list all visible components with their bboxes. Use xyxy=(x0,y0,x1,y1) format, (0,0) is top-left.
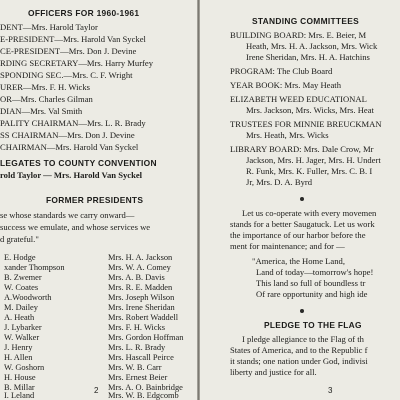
tribute-line: success we emulate, and whose services we xyxy=(0,222,151,232)
committee-line: Irene Sheridan, Mrs. H. A. Hatchins xyxy=(246,52,370,62)
committee-line: Mrs. Jackson, Mrs. Wicks, Mrs. Heat xyxy=(246,105,374,115)
committee-line: Jackson, Mrs. H. Jager, Mrs. H. Undert xyxy=(246,155,381,165)
president-left: W. Coates xyxy=(4,283,39,292)
pledge-line: I pledge allegiance to the Flag of th xyxy=(242,334,364,344)
president-left: B. Millar xyxy=(4,383,35,392)
poem-line: Of rare opportunity and high ide xyxy=(256,289,368,299)
page-number-left: 2 xyxy=(94,386,99,395)
officer-line: PALITY CHAIRMAN—Mrs. L. R. Brady xyxy=(0,118,146,128)
president-right: Mrs. Ernest Beier xyxy=(108,373,168,382)
officer-line: SS CHAIRMAN—Mrs. Don J. Devine xyxy=(0,130,135,140)
former-presidents-title: FORMER PRESIDENTS xyxy=(46,195,144,205)
committee-line: Heath, Mrs. H. A. Jackson, Mrs. Wick xyxy=(246,41,378,51)
president-right: Mrs. Joseph Wilson xyxy=(108,293,175,302)
delegates-title: LEGATES TO COUNTY CONVENTION xyxy=(0,158,157,168)
president-right: Mrs. A. B. Davis xyxy=(108,273,165,282)
poem-line: This land so full of boundless tr xyxy=(256,278,366,288)
president-left: J. Lybarker xyxy=(4,323,42,332)
committee-line: BUILDING BOARD: Mrs. E. Beier, M xyxy=(230,30,367,40)
president-left: M. Dailey xyxy=(4,303,38,312)
cooperate-line: ment for maintenance; and for — xyxy=(230,241,345,251)
president-right: Mrs. W. A. Comey xyxy=(108,263,171,272)
president-right: Mrs. Irene Sheridan xyxy=(108,303,175,312)
president-left: W. Goshorn xyxy=(4,363,45,372)
president-right: Mrs. H. A. Jackson xyxy=(108,253,173,262)
committees-title: STANDING COMMITTEES xyxy=(252,16,359,26)
officers-title: OFFICERS FOR 1960-1961 xyxy=(28,8,140,18)
section-dot xyxy=(300,309,304,313)
left-page xyxy=(0,0,197,400)
cooperate-line: the importance of our harbor before the xyxy=(230,230,366,240)
officer-line: URER—Mrs. F. H. Wicks xyxy=(0,82,91,92)
president-left: J. Henry xyxy=(4,343,33,352)
pledge-title: PLEDGE TO THE FLAG xyxy=(264,320,362,330)
committee-line: TRUSTEES FOR MINNIE BREUCKMAN xyxy=(230,119,382,129)
committee-line: Jr, Mrs. D. A. Byrd xyxy=(246,177,313,187)
tribute-line: d grateful." xyxy=(0,234,39,244)
president-left: A.Woodworth xyxy=(4,293,52,302)
president-right: Mrs. W. B. Carr xyxy=(108,363,162,372)
committee-line: Mrs. Heath, Mrs. Wicks xyxy=(246,130,329,140)
committee-line: ELIZABETH WEED EDUCATIONAL xyxy=(230,94,367,104)
pledge-line: liberty and justice for all. xyxy=(230,367,317,377)
president-left: W. Walker xyxy=(4,333,40,342)
president-right: Mrs. Hascall Peirce xyxy=(108,353,174,362)
officer-line: DIAN—Mrs. Val Smith xyxy=(0,106,83,116)
president-left: I. Leland xyxy=(4,391,35,400)
president-right: Mrs. F. H. Wicks xyxy=(108,323,165,332)
president-right: Mrs. Robert Waddell xyxy=(108,313,179,322)
pledge-line: it stands; one nation under God, indivisi xyxy=(230,356,368,366)
president-left: H. House xyxy=(4,373,36,382)
president-right: Mrs. W. B. Edgcomb xyxy=(108,391,179,400)
president-right: Mrs. L. R. Brady xyxy=(108,343,166,352)
officer-line: RDING SECRETARY—Mrs. Harry Murfey xyxy=(0,58,154,68)
page-number-right: 3 xyxy=(328,386,333,395)
president-right: Mrs. Gordon Hoffman xyxy=(108,333,184,342)
committee-line: LIBRARY BOARD: Mrs. Dale Crow, Mr xyxy=(230,144,374,154)
delegates-names: rold Taylor — Mrs. Harold Van Syckel xyxy=(0,170,143,180)
committee-line: YEAR BOOK: Mrs. May Heath xyxy=(230,80,341,90)
president-left: A. Heath xyxy=(4,313,35,322)
president-left: E. Hodge xyxy=(4,253,36,262)
right-page xyxy=(200,0,400,400)
section-dot xyxy=(300,197,304,201)
officer-line: SPONDING SEC.—Mrs. C. F. Wright xyxy=(0,70,133,80)
president-left: H. Allen xyxy=(4,353,33,362)
officer-line: DENT—Mrs. Harold Taylor xyxy=(0,22,98,32)
president-left: xander Thompson xyxy=(4,263,65,272)
officer-line: CE-PRESIDENT—Mrs. Don J. Devine xyxy=(0,46,137,56)
officer-line: E-PRESIDENT—Mrs. Harold Van Syckel xyxy=(0,34,146,44)
cooperate-line: Let us co-operate with every movemen xyxy=(242,208,377,218)
pledge-line: States of America, and to the Republic f xyxy=(230,345,368,355)
cooperate-line: stands for a better Saugatuck. Let us work xyxy=(230,219,375,229)
officer-line: OR—Mrs. Charles Gilman xyxy=(0,94,93,104)
poem-line: Land of today—tomorrow's hope! xyxy=(256,267,374,277)
president-left: B. Zwemer xyxy=(4,273,42,282)
committee-line: PROGRAM: The Club Board xyxy=(230,66,333,76)
president-right: Mrs. A. O. Bainbridge xyxy=(108,383,183,392)
tribute-line: se whose standards we carry onward— xyxy=(0,210,135,220)
committee-line: R. Funk, Mrs. K. Fuller, Mrs. C. B. I xyxy=(246,166,373,176)
president-right: Mrs. R. E. Madden xyxy=(108,283,173,292)
officer-line: CHAIRMAN—Mrs. Harold Van Syckel xyxy=(0,142,139,152)
poem-line: "America, the Home Land, xyxy=(252,256,345,266)
